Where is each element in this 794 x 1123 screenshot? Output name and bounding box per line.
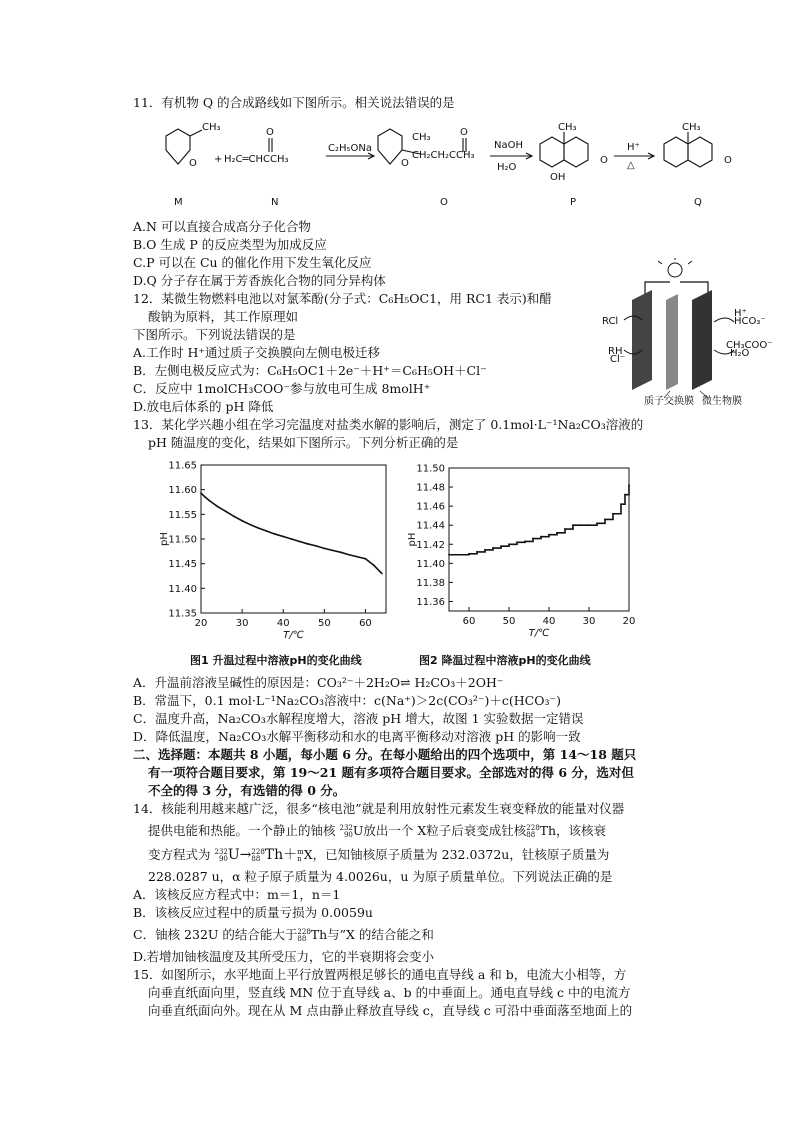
m-oxo-label: O: [189, 158, 197, 169]
q13-option-b: B．常温下，0.1 mol·L⁻¹Na₂CO₃溶液中：c(Na⁺)＞2c(CO₃²⁻)＋c(HCO₃⁻): [133, 693, 561, 708]
nuclide-th-indices: 228 88: [526, 823, 540, 839]
chart1-caption: 图1 升温过程中溶液pH的变化曲线: [190, 654, 362, 667]
q11-option-d: D.Q 分子存在属于芳香族化合物的同分异构体: [133, 273, 386, 288]
q14-option-d: D.若增加铀核温度及其所受压力，它的半衰期将会变小: [133, 949, 435, 964]
q12-option-a: A.工作时 H⁺通过质子交换膜向左侧电极迁移: [133, 345, 380, 360]
chart-fig2: [407, 464, 635, 640]
label-rh: RH: [608, 346, 623, 357]
chart2-xtick-label: 30: [582, 616, 596, 627]
chart1-data-point: [323, 547, 325, 549]
chart1-data-point: [340, 551, 342, 553]
chart1-data-point: [200, 492, 202, 494]
lightbulb-icon: [658, 258, 692, 277]
chart1-xtick-label: 20: [194, 618, 208, 629]
chart2-data-point: [448, 554, 450, 556]
reagent-3-top: H⁺: [627, 142, 640, 153]
chart2-data-point: [492, 547, 494, 549]
label-membrane: 质子交换膜: [644, 396, 694, 407]
chart2-data-point: [612, 513, 614, 515]
q14-line2-part-a: 提供电能和热能。一个静止的铀核: [148, 823, 340, 838]
chart1-data-point: [307, 543, 309, 545]
chart1-data-point: [381, 573, 383, 575]
left-electrode: [632, 290, 652, 390]
q11-option-c: C.P 可以在 Cu 的催化作用下发生氧化反应: [133, 255, 372, 270]
reagent-1: C₂H₅ONa: [328, 143, 372, 154]
chart2-data-point: [628, 484, 630, 486]
chart2-data-point: [596, 522, 598, 524]
q14-line2: [148, 822, 606, 840]
q13-stem-line2: pH 随温度的变化，结果如下图所示。下列分析正确的是: [148, 435, 459, 450]
q12-option-b: B．左侧电极反应式为：C₆H₅OC1＋2e⁻＋H⁺＝C₆H₅OH＋Cl⁻: [133, 363, 487, 378]
q-oxo-label: O: [724, 155, 732, 166]
chart2-ytick-label: 11.46: [416, 501, 445, 513]
chart2-frame: [449, 468, 629, 611]
label-water: H₂O: [730, 348, 750, 359]
chart2-data-point: [604, 519, 606, 521]
p-methyl-label: CH₃: [558, 122, 577, 133]
chart1-xlabel: T/℃: [283, 630, 304, 641]
chart1-data-point: [282, 536, 284, 538]
o-oxo-label: O: [401, 158, 409, 169]
reagent-2-top: NaOH: [494, 140, 523, 151]
q11-stem: 11．有机物 Q 的合成路线如下图所示。相关说法错误的是: [133, 95, 455, 110]
chart2-xtick-label: 60: [462, 616, 476, 627]
chart2-ytick-label: 11.40: [416, 558, 445, 570]
chart1-data-point: [291, 538, 293, 540]
chart1-data-point: [348, 554, 350, 556]
chart2-data-point: [620, 503, 622, 505]
chart1-xtick-label: 50: [317, 618, 331, 629]
chart1-data-point: [249, 524, 251, 526]
chart1-data-point: [258, 527, 260, 529]
fuel-cell-diagram: [600, 258, 773, 408]
chart2-data-point: [468, 553, 470, 555]
chart2-ytick-label: 11.50: [416, 463, 445, 475]
q12-stem-line3: 下图所示。下列说法错误的是: [133, 327, 296, 342]
chart2-ytick-label: 11.42: [416, 539, 445, 551]
q-methyl-label: CH₃: [682, 122, 701, 133]
chart1-data-point: [233, 515, 235, 517]
q15-line2: 向垂直纸面向里，竖直线 MN 位于直导线 a、b 的中垂面上。通电直导线 c 中的电流方: [148, 985, 631, 1000]
m-methyl-label: CH₃: [202, 122, 221, 133]
chart1-data-point: [208, 500, 210, 502]
chart2-data-point: [476, 551, 478, 553]
chart2-xtick-label: 40: [542, 616, 556, 627]
chart1-data-point: [217, 506, 219, 508]
compound-label-p: P: [570, 197, 577, 208]
chart1-xtick-label: 40: [276, 618, 290, 629]
section2-line3: 不全的得 3 分，有选错的得 0 分。: [148, 783, 346, 798]
chart1-ytick-label: 11.35: [168, 608, 197, 620]
chart1-data-point: [373, 564, 375, 566]
q13-option-d: D．降低温度，Na₂CO₃水解平衡移动和水的电离平衡移动对溶液 pH 的影响一致: [133, 729, 581, 744]
q13-option-c: C．温度升高，Na₂CO₃水解程度增大，溶液 pH 增大，故图 1 实验数据一定错误: [133, 711, 584, 726]
chart2-data-point: [532, 538, 534, 540]
q13-charts: [155, 455, 645, 653]
label-h-plus: H⁺: [734, 308, 747, 319]
chart1-ytick-label: 11.50: [168, 534, 197, 546]
q11-option-a: A.N 可以直接合成高分子化合物: [133, 219, 311, 234]
chart1-ytick-label: 11.45: [168, 559, 197, 571]
q14-option-a: A．该核反应方程式中：m＝1，n＝1: [133, 887, 341, 902]
chart-fig1: [159, 461, 386, 642]
nuclide-u-indices: 232 90: [339, 823, 353, 839]
q14-line1: 14．核能利用越来越广泛，很多“核电池”就是利用放射性元素发生衰变释放的能量对仪器: [133, 801, 625, 816]
q14-line4: 228.0287 u，α 粒子原子质量为 4.0026u，u 为原子质量单位。下列说法正确的是: [148, 869, 613, 884]
chart2-data-point: [564, 528, 566, 530]
p-hydroxyl-label: OH: [550, 172, 566, 183]
q14-line2-part-b: U放出一个 X粒子后衰变成钍核: [352, 823, 527, 838]
chart1-data-point: [225, 510, 227, 512]
chart1-data-point: [241, 520, 243, 522]
q12-stem-line2: 酸钠为原料，其工作原理如: [148, 309, 299, 324]
chart2-data-point: [624, 494, 626, 496]
chart1-data-point: [266, 530, 268, 532]
chart1-ytick-label: 11.65: [168, 460, 197, 472]
chart2-data-point: [572, 524, 574, 526]
chart2-ytick-label: 11.38: [416, 577, 445, 589]
q12-option-c: C．反应中 1molCH₃COO⁻参与放电可生成 8molH⁺: [133, 381, 431, 396]
label-microbe-film: 微生物膜: [702, 396, 742, 407]
chart2-ytick-label: 11.36: [416, 596, 445, 608]
plus-sign: +: [214, 154, 223, 165]
compound-label-m: M: [174, 197, 183, 208]
chart2-caption: 图2 降温过程中溶液pH的变化曲线: [419, 654, 591, 667]
q14-option-b: B．该核反应过程中的质量亏损为 0.0059u: [133, 905, 373, 920]
chart1-series-line: [201, 493, 382, 573]
chart1-ylabel: pH: [159, 532, 170, 546]
chart2-data-point: [556, 532, 558, 534]
chart2-data-point: [548, 534, 550, 536]
reagent-2-bottom: H₂O: [497, 162, 517, 173]
chart2-data-point: [484, 549, 486, 551]
label-hco3: HCO₃⁻: [734, 316, 766, 327]
chart1-data-point: [299, 541, 301, 543]
chart1-data-point: [274, 533, 276, 535]
chart2-xlabel: T/℃: [528, 628, 550, 639]
proton-exchange-membrane: [666, 294, 678, 390]
chart2-ytick-label: 11.44: [416, 520, 445, 532]
chart2-ytick-label: 11.48: [416, 482, 445, 494]
section2-line2: 有一项符合题目要求，第 19～21 题有多项符合题目要求。全部选对的得 6 分，选对但: [148, 765, 634, 780]
label-rcl: RCl: [602, 316, 619, 327]
chart1-xtick-label: 60: [359, 618, 372, 629]
chart2-series-line: [449, 485, 629, 555]
chart2-data-point: [580, 524, 582, 526]
chart2-data-point: [540, 536, 542, 538]
section2-line1: 二、选择题：本题共 8 小题，每小题 6 分。在每小题给出的四个选项中，第 14～18 题只: [133, 747, 637, 762]
q13-option-a: A．升温前溶液呈碱性的原因是：CO₃²⁻＋2H₂O⇌ H₂CO₃＋2OH⁻: [133, 675, 504, 690]
chart2-data-point: [524, 541, 526, 543]
compound-label-o: O: [440, 197, 448, 208]
chart1-data-point: [204, 496, 206, 498]
chart1-ytick-label: 11.55: [168, 509, 197, 521]
chart1-data-point: [356, 556, 358, 558]
chart2-data-point: [460, 554, 462, 556]
q12-stem-line1: 12．某微生物燃料电池以对氯苯酚(分子式：C₆H₅OC1，用 RC1 表示)和醋: [133, 291, 552, 306]
chart2-ylabel: pH: [407, 532, 418, 547]
chart2-data-point: [588, 524, 590, 526]
chart2-xtick-label: 20: [622, 616, 636, 627]
q15-line1: 15．如图所示，水平地面上平行放置两根足够长的通电直导线 a 和 b，电流大小相等，方: [133, 967, 627, 982]
q14-line3: 变方程式为 232 90U→228 88 Th＋m n X，已知铀核原子质量为 232.0372u，钍核原子质量为: [148, 847, 610, 863]
q14-line2-part-c: Th，该核衰: [539, 823, 607, 838]
p-oxo-label: O: [600, 155, 608, 166]
chart1-ytick-label: 11.60: [168, 485, 197, 497]
chart1-xtick-label: 30: [235, 618, 249, 629]
q13-stem-line1: 13．某化学兴趣小组在学习完温度对盐类水解的影响后，测定了 0.1mol·L⁻¹Na₂CO₃溶液的: [133, 417, 644, 432]
n-oxo-label: O: [266, 127, 274, 138]
chart2-xtick-label: 50: [502, 616, 516, 627]
label-acetate: CH₃COO⁻: [726, 340, 773, 351]
q12-option-d: D.放电后体系的 pH 降低: [133, 399, 274, 414]
n-formula: H₂C═CHCCH₃: [224, 154, 289, 165]
q14-option-c: C．铀核 232U 的结合能大于228 88 Th与”X 的结合能之和: [133, 927, 434, 943]
q15-line3: 向垂直纸面向外。现在从 M 点由静止释放直导线 c，直导线 c 可沿中垂面落至地面上的: [148, 1003, 633, 1018]
chart1-data-point: [315, 545, 317, 547]
o-ketone-label: O: [460, 127, 468, 138]
compound-label-q: Q: [694, 197, 702, 208]
o-methyl-label: CH₃: [412, 132, 431, 143]
chart2-data-point: [500, 545, 502, 547]
chart1-ytick-label: 11.40: [168, 583, 197, 595]
chart1-data-point: [365, 558, 367, 560]
o-chain-label: CH₂CH₂CCH₃: [412, 150, 475, 161]
chart1-data-point: [332, 549, 334, 551]
compound-label-n: N: [271, 197, 279, 208]
label-cl: Cl⁻: [610, 354, 626, 365]
chart2-data-point: [516, 541, 518, 543]
q11-reaction-scheme: [130, 118, 732, 218]
reagent-3-bottom: △: [627, 160, 635, 171]
right-electrode: [692, 290, 712, 390]
chart2-data-point: [508, 543, 510, 545]
q11-option-b: B.O 生成 P 的反应类型为加成反应: [133, 237, 327, 252]
